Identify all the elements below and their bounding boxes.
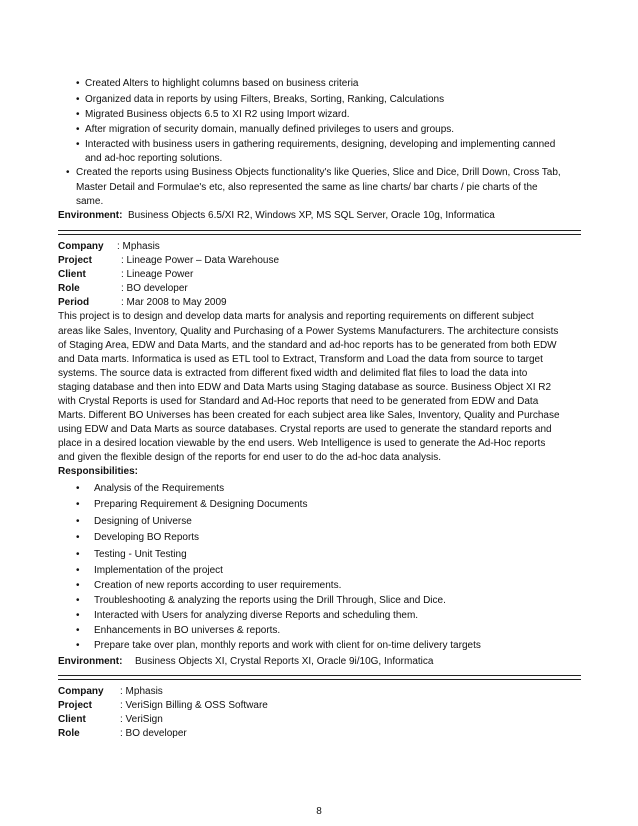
bullet-dot: • <box>76 610 80 621</box>
list-item: After migration of security domain, manually defined privileges to users and groups. <box>85 124 455 135</box>
paragraph-line: and Data marts. Informatica is used as ETL tool to Extract, Transform and Load the data from source to target <box>58 354 543 365</box>
client-value: : VeriSign <box>120 714 163 725</box>
bullet-dot: • <box>76 532 80 543</box>
role-label: Role <box>58 728 80 739</box>
paragraph-line: and given the flexible design of the reports for end user to do the ad-hoc data analysis. <box>58 452 442 463</box>
bullet-dot: • <box>76 640 80 651</box>
paragraph-line: using EDW and Data Marts as source databases. Crystal reports are used to generate the standard reports and <box>58 424 552 435</box>
list-item: Preparing Requirement & Designing Documents <box>94 499 308 510</box>
bullet-dot: • <box>76 595 80 606</box>
list-item: Creation of new reports according to user requirements. <box>94 580 342 591</box>
bullet-dot: • <box>66 167 70 178</box>
period-label: Period <box>58 297 90 308</box>
role-label: Role <box>58 283 80 294</box>
paragraph-line: place in a desired location viewable by the end users. Web Intelligence is used to generate the Ad-Hoc reports <box>58 438 546 449</box>
bullet-dot: • <box>76 78 80 89</box>
section-divider <box>58 675 581 680</box>
period-value: : Mar 2008 to May 2009 <box>121 297 227 308</box>
bullet-dot: • <box>76 549 80 560</box>
environment-label: Environment: <box>58 656 123 667</box>
bullet-dot: • <box>76 124 80 135</box>
list-item-continued: and ad-hoc reporting solutions. <box>85 153 223 164</box>
bullet-dot: • <box>76 625 80 636</box>
company-label: Company <box>58 241 104 252</box>
section-divider <box>58 230 581 235</box>
project-label: Project <box>58 255 92 266</box>
list-item: Migrated Business objects 6.5 to XI R2 using Import wizard. <box>85 109 350 120</box>
paragraph-line: of Staging Area, EDW and Data Marts, and the standard and ad-hoc reports has to be generated from both EDW <box>58 340 557 351</box>
company-value: : Mphasis <box>117 241 160 252</box>
paragraph-line: with Crystal Reports is used for Standard and Ad-Hoc reports that need to be generated from EDW and Data <box>58 396 539 407</box>
paragraph-line: systems. The source data is extracted from different fixed width and delimited flat files to load the data into <box>58 368 528 379</box>
client-value: : Lineage Power <box>121 269 194 280</box>
bullet-dot: • <box>76 516 80 527</box>
environment-label: Environment: <box>58 210 123 221</box>
list-item: Developing BO Reports <box>94 532 200 543</box>
list-item: Implementation of the project <box>94 565 223 576</box>
list-item: Created Alters to highlight columns based on business criteria <box>85 78 359 89</box>
list-item: Organized data in reports by using Filters, Breaks, Sorting, Ranking, Calculations <box>85 94 445 105</box>
paragraph-line: areas like Sales, Inventory, Quality and Purchasing of a Power Systems Manufacturers. The architecture consists <box>58 326 559 337</box>
responsibilities-heading: Responsibilities: <box>58 466 139 477</box>
bullet-dot: • <box>76 109 80 120</box>
project-value: : VeriSign Billing & OSS Software <box>120 700 268 711</box>
environment-value: Business Objects 6.5/XI R2, Windows XP, MS SQL Server, Oracle 10g, Informatica <box>128 210 495 221</box>
page-number: 8 <box>316 806 322 817</box>
list-item: Interacted with Users for analyzing diverse Reports and scheduling them. <box>94 610 419 621</box>
client-label: Client <box>58 269 86 280</box>
list-item: Interacted with business users in gathering requirements, designing, developing and implementing canned <box>85 139 556 150</box>
company-label: Company <box>58 686 104 697</box>
list-item: Analysis of the Requirements <box>94 483 225 494</box>
client-label: Client <box>58 714 86 725</box>
bullet-dot: • <box>76 139 80 150</box>
project-value: : Lineage Power – Data Warehouse <box>121 255 280 266</box>
list-item: Created the reports using Business Objects functionality's like Queries, Slice and Dice, Drill Down, Cross Tab, <box>76 167 561 178</box>
bullet-dot: • <box>76 483 80 494</box>
list-item: Designing of Universe <box>94 516 192 527</box>
bullet-dot: • <box>76 565 80 576</box>
bullet-dot: • <box>76 499 80 510</box>
bullet-dot: • <box>76 580 80 591</box>
list-item: Enhancements in BO universes & reports. <box>94 625 281 636</box>
paragraph-line: This project is to design and develop data marts for analysis and reporting requirements on different subject <box>58 311 534 322</box>
bullet-dot: • <box>76 94 80 105</box>
company-value: : Mphasis <box>120 686 163 697</box>
role-value: : BO developer <box>121 283 188 294</box>
list-item-continued: Master Detail and Formulae's etc, also represented the same as line charts/ bar charts / pie charts of the <box>76 182 538 193</box>
project-label: Project <box>58 700 92 711</box>
role-value: : BO developer <box>120 728 187 739</box>
list-item: Testing - Unit Testing <box>94 549 187 560</box>
list-item: Troubleshooting & analyzing the reports using the Drill Through, Slice and Dice. <box>94 595 446 606</box>
paragraph-line: staging database and then into EDW and Data Marts using Staging database as source. Business Object XI R2 <box>58 382 552 393</box>
list-item: Prepare take over plan, monthly reports and work with client for on-time delivery targets <box>94 640 481 651</box>
environment-value: Business Objects XI, Crystal Reports XI, Oracle 9i/10G, Informatica <box>135 656 434 667</box>
paragraph-line: Marts. Different BO Universes has been created for each subject area like Sales, Inventory, Quality and Purchase <box>58 410 560 421</box>
list-item-continued: same. <box>76 196 104 207</box>
